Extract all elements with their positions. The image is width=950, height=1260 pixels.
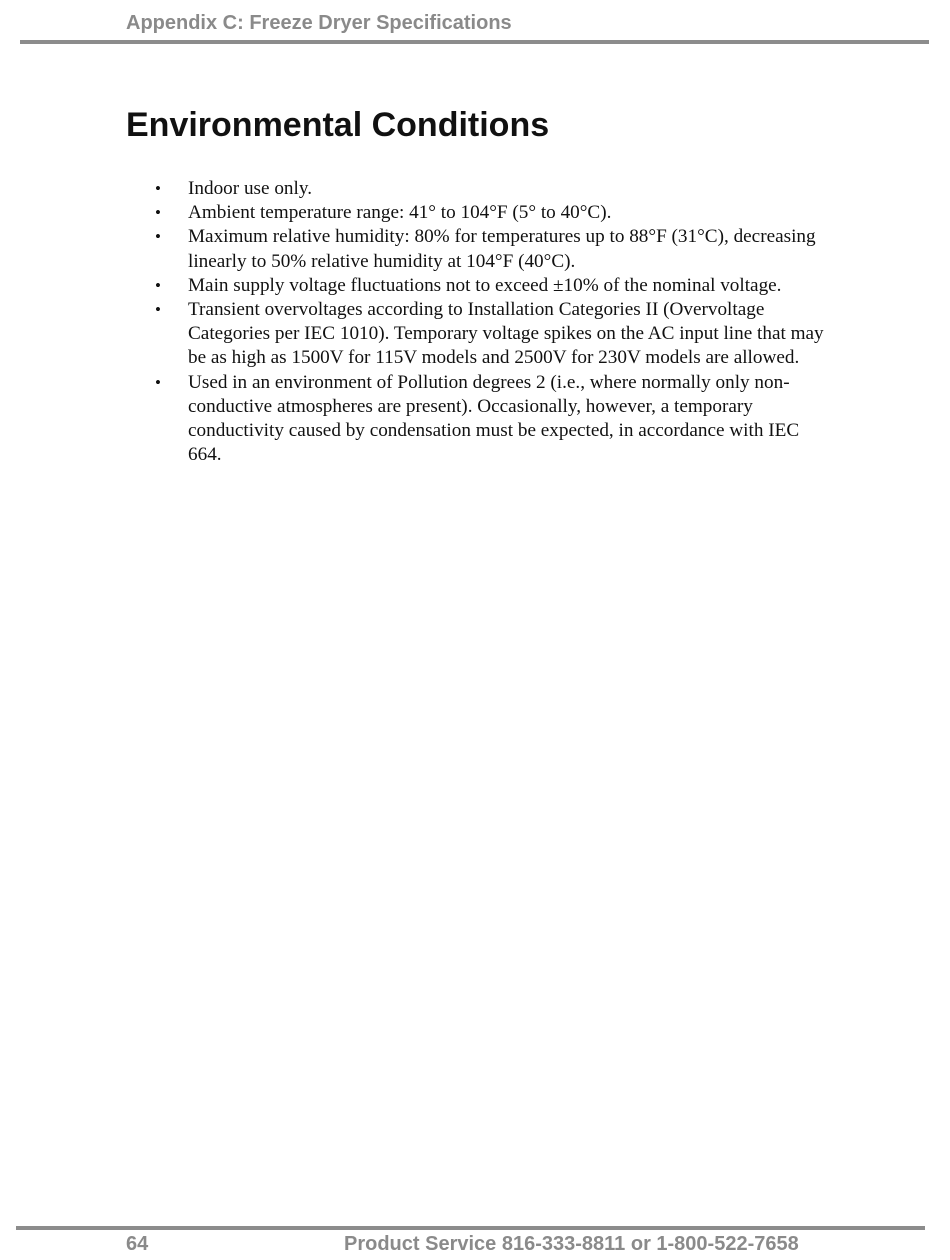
bullet-icon: • <box>155 275 161 295</box>
list-item <box>155 371 835 468</box>
list-item <box>155 298 835 371</box>
bullet-icon: • <box>155 300 161 320</box>
page-header-title: Appendix C: Freeze Dryer Specifications <box>126 12 512 34</box>
list-item-text: Maximum relative humidity: 80% for temperatures up to 88°F (31°C), decreasing linearly to 50% relative humidity at 104°F (40°C). <box>188 226 816 272</box>
bullet-icon: • <box>155 203 161 223</box>
bullet-icon: • <box>155 179 161 198</box>
list-item <box>155 274 835 298</box>
environmental-conditions-list <box>155 177 835 467</box>
list-item <box>155 177 835 201</box>
list-item-text: Transient overvoltages according to Installation Categories II (Overvoltage Categories per IEC 1010). Temporary voltage spikes on the AC input line that may be as high as 1500V for 115V models and 2500V for 230V models are allowed. <box>188 299 824 369</box>
header-divider <box>20 40 929 44</box>
bullet-icon: • <box>155 227 161 247</box>
footer-contact: Product Service 816-333-8811 or 1-800-522-7658 <box>344 1233 799 1255</box>
list-item-text: Used in an environment of Pollution degrees 2 (i.e., where normally only non-conductive atmospheres are present). Occasionally, however, a temporary conductivity caused by condensation must be expected, in accordance with IEC 664. <box>188 371 800 466</box>
footer-divider <box>16 1226 925 1230</box>
list-item-text: Indoor use only. <box>188 178 312 199</box>
list-item-text: Ambient temperature range: 41° to 104°F (5° to 40°C). <box>188 202 612 224</box>
bullet-icon: • <box>155 372 161 392</box>
list-item <box>155 225 835 273</box>
page-number: 64 <box>126 1233 149 1255</box>
section-title: Environmental Conditions <box>126 106 550 144</box>
list-item <box>155 201 835 225</box>
list-item-text: Main supply voltage fluctuations not to exceed ±10% of the nominal voltage. <box>188 274 782 296</box>
